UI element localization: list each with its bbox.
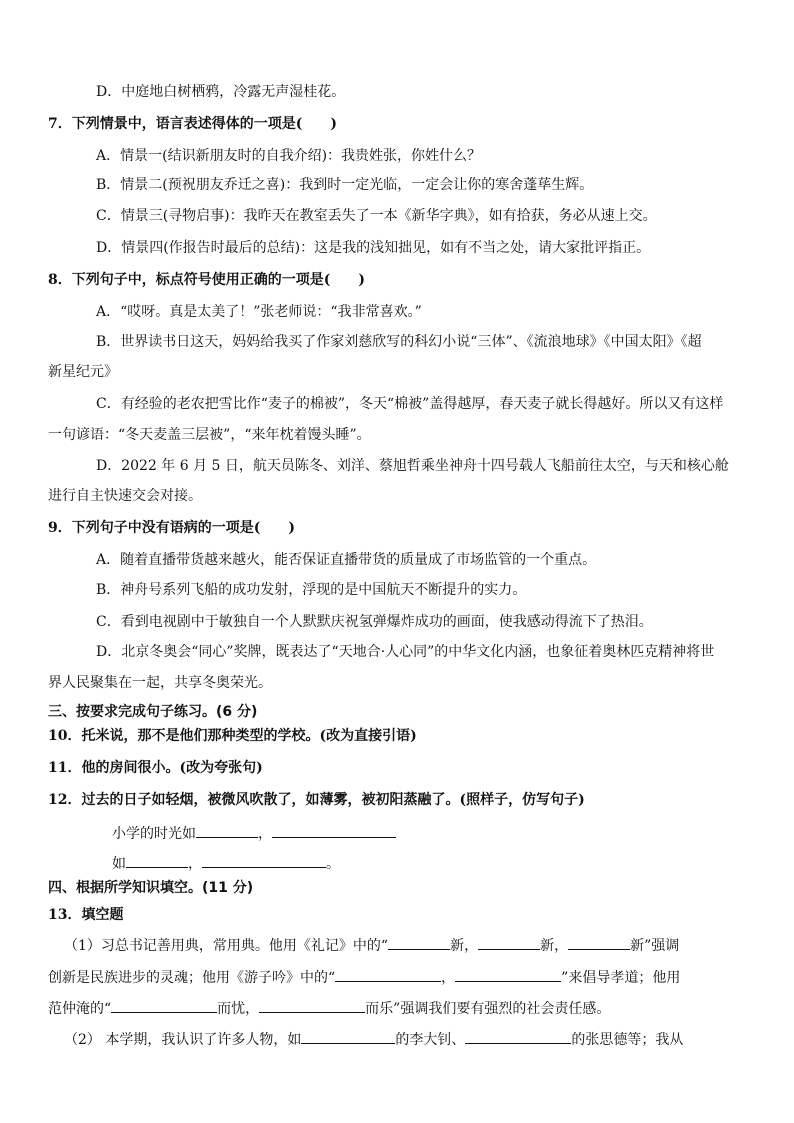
q9-option-c: C．看到电视剧中于敏独自一个人默默庆祝氢弹爆炸成功的画面，使我感动得流下了热泪。 — [96, 614, 653, 630]
q12: 12．过去的日子如轻烟，被微风吹散了，如薄雾，被初阳蒸融了。(照样子，仿写句子) — [48, 792, 585, 808]
q12-blank-2[interactable] — [272, 822, 396, 838]
q12-answer-line2 — [112, 852, 340, 874]
q8-option-b-line2: 新星纪元》 — [48, 364, 118, 380]
q13-blank-2[interactable] — [478, 934, 540, 950]
q13-p1-text-d: 新”强调 — [630, 938, 680, 954]
q13-part2-line1 — [64, 1028, 683, 1050]
q12-line2-prefix: 如 — [112, 856, 126, 872]
q13-p1-text-j: 而乐”强调我们要有强烈的社会责任感。 — [365, 1001, 611, 1017]
q13-part1-line3 — [48, 997, 610, 1019]
q12-blank-1[interactable] — [196, 822, 258, 838]
q13-blank-4[interactable] — [335, 966, 441, 982]
q13-p1-text-b: 新， — [450, 938, 479, 954]
q13-part1-line1 — [64, 934, 679, 956]
q8-option-c-line2: 一句谚语：“冬天麦盖三层被”，“来年枕着馒头睡”。 — [48, 427, 371, 443]
q13-p1-text-h: 范仲淹的“ — [48, 1001, 112, 1017]
q7-stem: 7．下列情景中，语言表述得体的一项是( ) — [48, 116, 337, 132]
q8-option-c-line1: C．有经验的老农把雪比作“麦子的棉被”，冬天“棉被”盖得越厚，春天麦子就长得越好。所以又有这样 — [96, 396, 724, 412]
q11: 11．他的房间很小。(改为夸张句) — [48, 760, 263, 776]
q8-option-b-line1: B．世界读书日这天，妈妈给我买了作家刘慈欣写的科幻小说“三体”、《流浪地球》《中国太阳》《超 — [96, 334, 702, 350]
q13-p1-text-f: ， — [441, 970, 456, 986]
q9-option-d-line2: 界人民聚集在一起，共享冬奥荣光。 — [48, 675, 272, 691]
q13-blank-6[interactable] — [111, 997, 217, 1013]
q13-p1-text-g: ”来倡导孝道；他用 — [561, 970, 681, 986]
q6-option-d: D．中庭地白树栖鸦，冷露无声湿桂花。 — [96, 84, 346, 100]
q13-p2-text-a: （2） 本学期，我认识了许多人物，如 — [64, 1032, 302, 1048]
q13-blank-8[interactable] — [301, 1028, 395, 1044]
q13-p1-text-c: 新， — [540, 938, 569, 954]
q12-separator: ， — [258, 826, 272, 842]
q8-option-a: A．“哎呀。真是太美了！”张老师说：“我非常喜欢。” — [96, 304, 422, 320]
q13-blank-3[interactable] — [568, 934, 630, 950]
q8-option-d-line2: 进行自主快速交会对接。 — [48, 488, 202, 504]
q13-p1-text-i: 而忧， — [217, 1001, 260, 1017]
q13-blank-7[interactable] — [259, 997, 365, 1013]
q9-stem: 9．下列句子中没有语病的一项是( ) — [48, 520, 295, 536]
q12-end: 。 — [326, 856, 340, 872]
q8-stem: 8．下列句子中，标点符号使用正确的一项是( ) — [48, 272, 365, 288]
q12-answer-line1 — [112, 822, 396, 844]
q10: 10．托米说，那不是他们那种类型的学校。(改为直接引语) — [48, 728, 417, 744]
q13-p2-text-c: 的张思德等；我从 — [571, 1032, 684, 1048]
q7-option-c: C．情景三(寻物启事)：我昨天在教室丢失了一本《新华字典》，如有拾获，务必从速上交。 — [96, 208, 657, 224]
q13-part1-line2 — [48, 966, 680, 988]
q13-p2-text-b: 的李大钊、 — [395, 1032, 466, 1048]
q7-option-a: A．情景一(结识新朋友时的自我介绍)：我贵姓张，你姓什么？ — [96, 148, 482, 164]
q12-blank-4[interactable] — [202, 852, 326, 868]
q9-option-b: B．神舟号系列飞船的成功发射，浮现的是中国航天不断提升的实力。 — [96, 582, 527, 598]
q7-option-b: B．情景二(预祝朋友乔迁之喜)：我到时一定光临，一定会让你的寒舍蓬荜生辉。 — [96, 177, 594, 193]
q9-option-d-line1: D．北京冬奥会“同心”奖牌，既表达了“天地合·人心同”的中华文化内涵，也象征着奥林匹克精神将世 — [96, 644, 715, 660]
q7-option-d: D．情景四(作报告时最后的总结)：这是我的浅知拙见，如有不当之处，请大家批评指正。 — [96, 240, 651, 256]
q13-blank-9[interactable] — [465, 1028, 571, 1044]
section-3-title: 三、按要求完成句子练习。(6 分) — [48, 704, 258, 720]
q13: 13．填空题 — [48, 907, 124, 923]
q13-p1-text-e: 创新是民族进步的灵魂；他用《游子吟》中的“ — [48, 970, 336, 986]
q9-option-a: A．随着直播带货越来越火，能否保证直播带货的质量成了市场监管的一个重点。 — [96, 552, 597, 568]
q12-separator-2: ， — [188, 856, 202, 872]
q13-p1-text-a: （1）习总书记善用典，常用典。他用《礼记》中的“ — [64, 938, 389, 954]
q13-blank-1[interactable] — [388, 934, 450, 950]
section-4-title: 四、根据所学知识填空。(11 分) — [48, 880, 254, 896]
q12-line1-prefix: 小学的时光如 — [112, 826, 196, 842]
q8-option-d-line1: D．2022 年 6 月 5 日，航天员陈冬、刘洋、蔡旭哲乘坐神舟十四号载人飞船前往太空，与天和核心舱 — [96, 458, 729, 474]
q13-blank-5[interactable] — [455, 966, 561, 982]
q12-blank-3[interactable] — [126, 852, 188, 868]
